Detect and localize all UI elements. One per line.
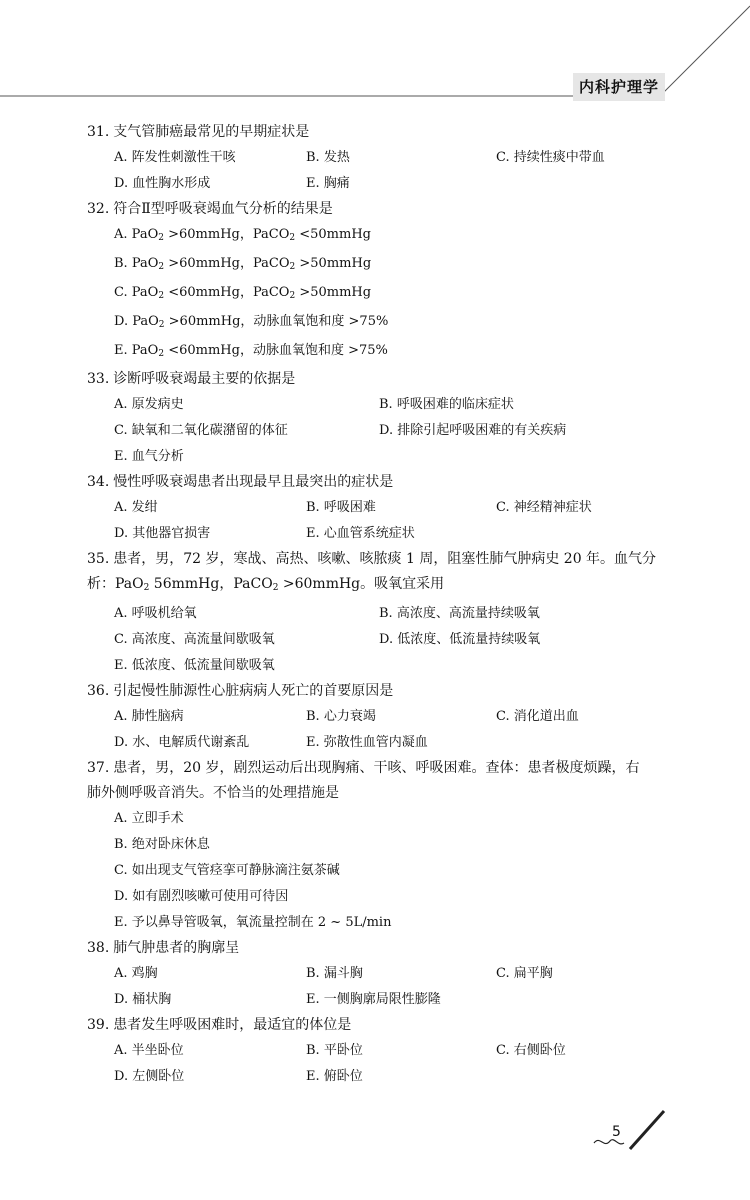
option: C. 扁平胸 <box>496 966 553 981</box>
option: A. PaO$_2$ >60mmHg，PaCO$_2$ <50mmHg <box>114 227 371 243</box>
option: B. PaO$_2$ >60mmHg，PaCO$_2$ >50mmHg <box>114 256 372 272</box>
option: B. 漏斗胸 <box>306 966 363 981</box>
option: B. 平卧位 <box>306 1043 363 1058</box>
option: E. 弥散性血管内凝血 <box>306 735 428 750</box>
option: B. 高浓度、高流量持续吸氧 <box>379 606 540 621</box>
option: A. 鸡胸 <box>114 966 158 981</box>
question-stem <box>87 547 677 572</box>
option: A. 原发病史 <box>114 397 184 412</box>
question-stem <box>87 936 677 961</box>
option: C. 高浓度、高流量间歇吸氧 <box>114 632 275 647</box>
option: C. 神经精神症状 <box>496 500 592 515</box>
option: E. 低浓度、低流量间歇吸氧 <box>114 658 275 673</box>
question-number: 38. <box>87 940 110 956</box>
question-stem <box>87 756 677 781</box>
option: A. 阵发性刺激性干咳 <box>114 150 236 165</box>
question-text: 患者发生呼吸困难时，最适宜的体位是 <box>113 1017 352 1033</box>
question-31 <box>87 120 677 197</box>
option: A. 半坐卧位 <box>114 1043 184 1058</box>
option: B. 呼吸困难的临床症状 <box>379 397 514 412</box>
option: C. 持续性痰中带血 <box>496 150 605 165</box>
option: B. 绝对卧床休息 <box>114 837 210 852</box>
option: A. 呼吸机给氧 <box>114 606 197 621</box>
question-number: 33. <box>87 371 110 387</box>
question-stem <box>87 679 677 704</box>
question-number: 36. <box>87 683 110 699</box>
page-number: 5 <box>612 1124 621 1140</box>
option: A. 发绀 <box>114 500 158 515</box>
option: E. PaO$_2$ <60mmHg，动脉血氧饱和度 >75% <box>114 343 388 359</box>
option: D. 左侧卧位 <box>114 1069 185 1084</box>
question-32 <box>87 197 677 367</box>
question-stem <box>87 367 677 392</box>
running-header-title: 内科护理学 <box>578 78 659 96</box>
option: D. 桶状胸 <box>114 992 172 1007</box>
question-33 <box>87 367 677 470</box>
question-text: 符合Ⅱ型呼吸衰竭血气分析的结果是 <box>113 201 333 217</box>
question-stem <box>87 470 677 495</box>
option: C. PaO$_2$ <60mmHg，PaCO$_2$ >50mmHg <box>114 285 372 301</box>
option: A. 立即手术 <box>114 811 184 826</box>
question-stem <box>87 1013 677 1038</box>
option: C. 如出现支气管痉挛可静脉滴注氨茶碱 <box>114 863 340 878</box>
question-text: 诊断呼吸衰竭最主要的依据是 <box>113 371 296 387</box>
option: D. 排除引起呼吸困难的有关疾病 <box>379 423 567 438</box>
option: B. 呼吸困难 <box>306 500 376 515</box>
option: B. 心力衰竭 <box>306 709 376 724</box>
question-text: 肺气肿患者的胸廓呈 <box>113 940 240 956</box>
option: C. 消化道出血 <box>496 709 579 724</box>
option: C. 右侧卧位 <box>496 1043 566 1058</box>
option: C. 缺氧和二氧化碳潴留的体征 <box>114 423 288 438</box>
question-text: 引起慢性肺源性心脏病病人死亡的首要原因是 <box>113 683 394 699</box>
option: E. 血气分析 <box>114 449 184 464</box>
question-number: 39. <box>87 1017 110 1033</box>
option: E. 心血管系统症状 <box>306 526 415 541</box>
option: E. 予以鼻导管吸氧，氧流量控制在 2 ~ 5L/min <box>114 915 392 930</box>
question-text: 患者，男，72 岁，寒战、高热、咳嗽、咳脓痰 1 周，阻塞性肺气肿病史 20 年。血气分 <box>113 551 657 567</box>
question-stem-continued: 析：PaO$_2$ 56mmHg，PaCO$_2$ >60mmHg。吸氧宜采用 <box>87 576 445 593</box>
option: D. 其他器官损害 <box>114 526 211 541</box>
question-38 <box>87 936 677 1013</box>
option: E. 胸痛 <box>306 176 350 191</box>
question-number: 35. <box>87 551 110 567</box>
question-text: 支气管肺癌最常见的早期症状是 <box>113 124 310 140</box>
question-34 <box>87 470 677 547</box>
question-number: 37. <box>87 760 110 776</box>
question-list <box>87 120 677 1090</box>
question-text: 慢性呼吸衰竭患者出现最早且最突出的症状是 <box>113 474 394 490</box>
option: B. 发热 <box>306 150 350 165</box>
option: A. 肺性脑病 <box>114 709 184 724</box>
question-39 <box>87 1013 677 1090</box>
question-number: 34. <box>87 474 110 490</box>
option: E. 俯卧位 <box>306 1069 363 1084</box>
option: D. 血性胸水形成 <box>114 176 211 191</box>
option: D. 低浓度、低流量持续吸氧 <box>379 632 541 647</box>
question-stem <box>87 120 677 145</box>
option: D. 如有剧烈咳嗽可使用可待因 <box>114 889 289 904</box>
question-36 <box>87 679 677 756</box>
question-text: 患者，男，20 岁，剧烈运动后出现胸痛、干咳、呼吸困难。查体：患者极度烦躁，右 <box>113 760 640 776</box>
question-number: 31. <box>87 124 110 140</box>
option: D. 水、电解质代谢紊乱 <box>114 735 250 750</box>
question-37 <box>87 756 677 936</box>
question-number: 32. <box>87 201 110 217</box>
option: D. PaO$_2$ >60mmHg，动脉血氧饱和度 >75% <box>114 314 389 330</box>
question-stem <box>87 197 677 222</box>
question-stem-continued: 肺外侧呼吸音消失。不恰当的处理措施是 <box>87 785 339 801</box>
option: E. 一侧胸廓局限性膨隆 <box>306 992 441 1007</box>
question-35 <box>87 547 677 679</box>
